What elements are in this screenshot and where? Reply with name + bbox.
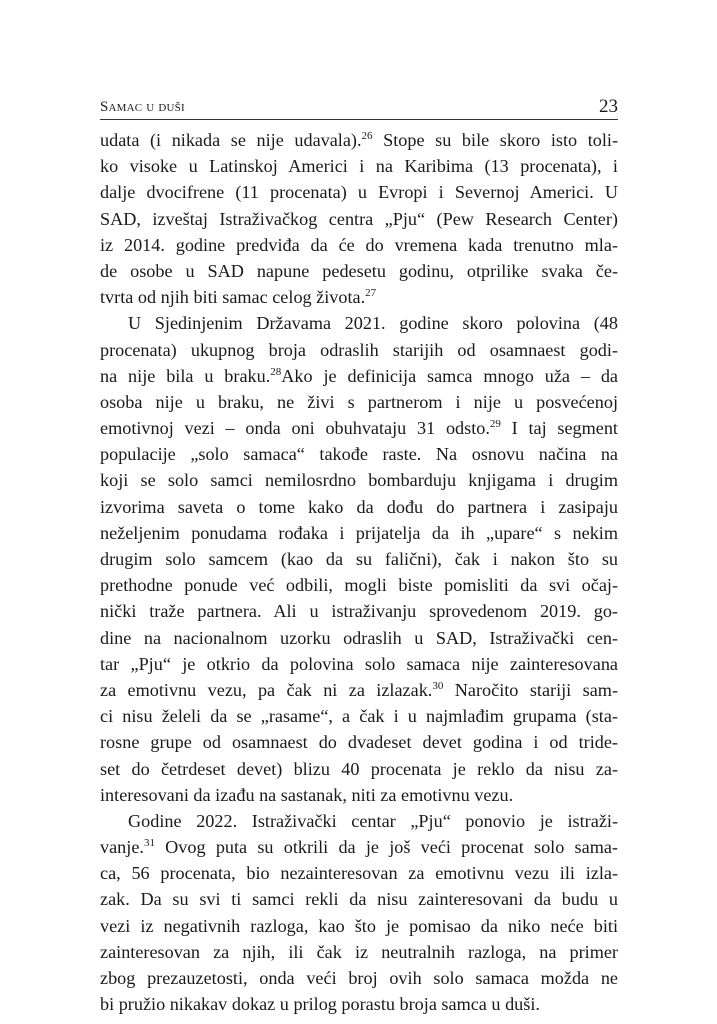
footnote-ref[interactable]: 29	[489, 418, 501, 431]
page-number: 23	[599, 96, 618, 117]
text-line: drugim solo samcem (kao da su falični), čak i nakon što su	[100, 549, 618, 569]
text-line: ca, 56 procenata, bio nezainteresovan za emotivnu vezu ili izla-	[100, 863, 618, 884]
text-line: rosne grupe od osamnaest do dvadeset devet godina i od tride-	[100, 732, 618, 753]
footnote-ref[interactable]: 30	[432, 679, 444, 692]
text-line: dine na nacionalnom uzorku odraslih u SAD, Istraživački cen-	[100, 627, 618, 648]
text-line: vanje.$^{31}$ Ovog puta su otkrili da je još veći procenat solo sama-	[100, 837, 618, 858]
footnote-ref[interactable]: 27	[365, 287, 377, 300]
text-line: interesovani da izađu na sastanak, niti za emotivnu vezu.	[100, 784, 514, 805]
text-line: set do četrdeset devet) blizu 40 procenata je reklo da nisu za-	[100, 758, 618, 779]
text-line: nički traže partnera. Ali u istraživanju sprovedenom 2019. go-	[100, 601, 618, 622]
text-line: U Sjedinjenim Državama 2021. godine skoro polovina (48	[128, 313, 618, 334]
text-line: Godine 2022. Istraživački centar „Pju“ ponovio je istraži-	[128, 810, 618, 831]
text-line: dalje dvocifrene (11 procenata) u Evropi i Severnoj Americi. U	[100, 182, 618, 203]
running-head	[100, 92, 618, 120]
text-line: tvrta od njih biti samac celog života.$^{27}$	[100, 287, 377, 308]
paragraph	[100, 127, 618, 310]
text-line: prethodne ponude već odbili, mogli biste pomisliti da svi očaj-	[100, 575, 618, 596]
running-title: Samac u duši	[100, 99, 185, 115]
text-line: zak. Da su svi ti samci rekli da nisu zainteresovani da budu u	[100, 889, 618, 910]
text-line: osoba nije u braku, ne živi s partnerom i nije u posvećenoj	[100, 391, 618, 412]
text-line: populacije „solo samaca“ takođe raste. Na osnovu načina na	[100, 444, 618, 465]
text-line: de osobe u SAD napune pedesetu godinu, otprilike svaka če-	[100, 260, 618, 281]
text-line: tar „Pju“ je otkrio da polovina solo samaca nije zainteresovana	[100, 653, 618, 674]
text-line: izvorima saveta o tome kako da dođu do partnera i zasipaju	[100, 496, 618, 517]
text-line: procenata) ukupnog broja odraslih starijih od osamnaest godi-	[100, 339, 618, 360]
text-line: bi pružio nikakav dokaz u prilog porastu broja samca u duši.	[100, 994, 540, 1015]
text-line: iz 2014. godine predviđa da će do vremena kada trenutno mla-	[100, 234, 618, 255]
text-line: SAD, izveštaj Istraživačkog centra „Pju“ (Pew Research Center)	[100, 208, 618, 229]
text-line: emotivnoj vezi – onda oni obuhvataju 31 odsto.$^{29}$ I taj segment	[100, 418, 618, 439]
text-line: neželjenim ponudama rođaka i prijatelja da ih „upare“ s nekim	[100, 522, 618, 543]
text-line: zainteresovan za njih, ili čak iz neutralnih razloga, na primer	[100, 941, 618, 962]
footnote-ref[interactable]: 26	[361, 130, 373, 142]
text-line: na nije bila u braku.$^{28}$Ako je definicija samca mnogo uža – da	[100, 365, 619, 386]
footnote-ref[interactable]: 28	[270, 365, 282, 378]
footnote-ref[interactable]: 31	[143, 837, 155, 850]
paragraph	[100, 808, 618, 1018]
body-text	[100, 127, 618, 1017]
text-line: za emotivnu vezu, pa čak ni za izlazak.$^{30}$ Naročito stariji sam-	[100, 679, 618, 700]
text-line: vezi iz negativnih razloga, kao što je pomisao da niko neće biti	[100, 915, 618, 936]
text-line: koji se solo samci nemilosrdno bombarduju knjigama i drugim	[100, 470, 618, 491]
text-line: ko visoke u Latinskoj Americi i na Karibima (13 procenata), i	[100, 156, 618, 177]
text-line: udata (i nikada se nije udavala).$^{26}$ Stope su bile skoro isto toli-	[100, 130, 619, 150]
book-page	[100, 92, 618, 1017]
text-line: ci nisu želeli da se „rasame“, a čak i u najmlađim grupama (sta-	[100, 706, 618, 727]
paragraph	[100, 310, 618, 808]
text-line: zbog prezauzetosti, onda veći broj ovih solo samaca možda ne	[100, 968, 618, 988]
